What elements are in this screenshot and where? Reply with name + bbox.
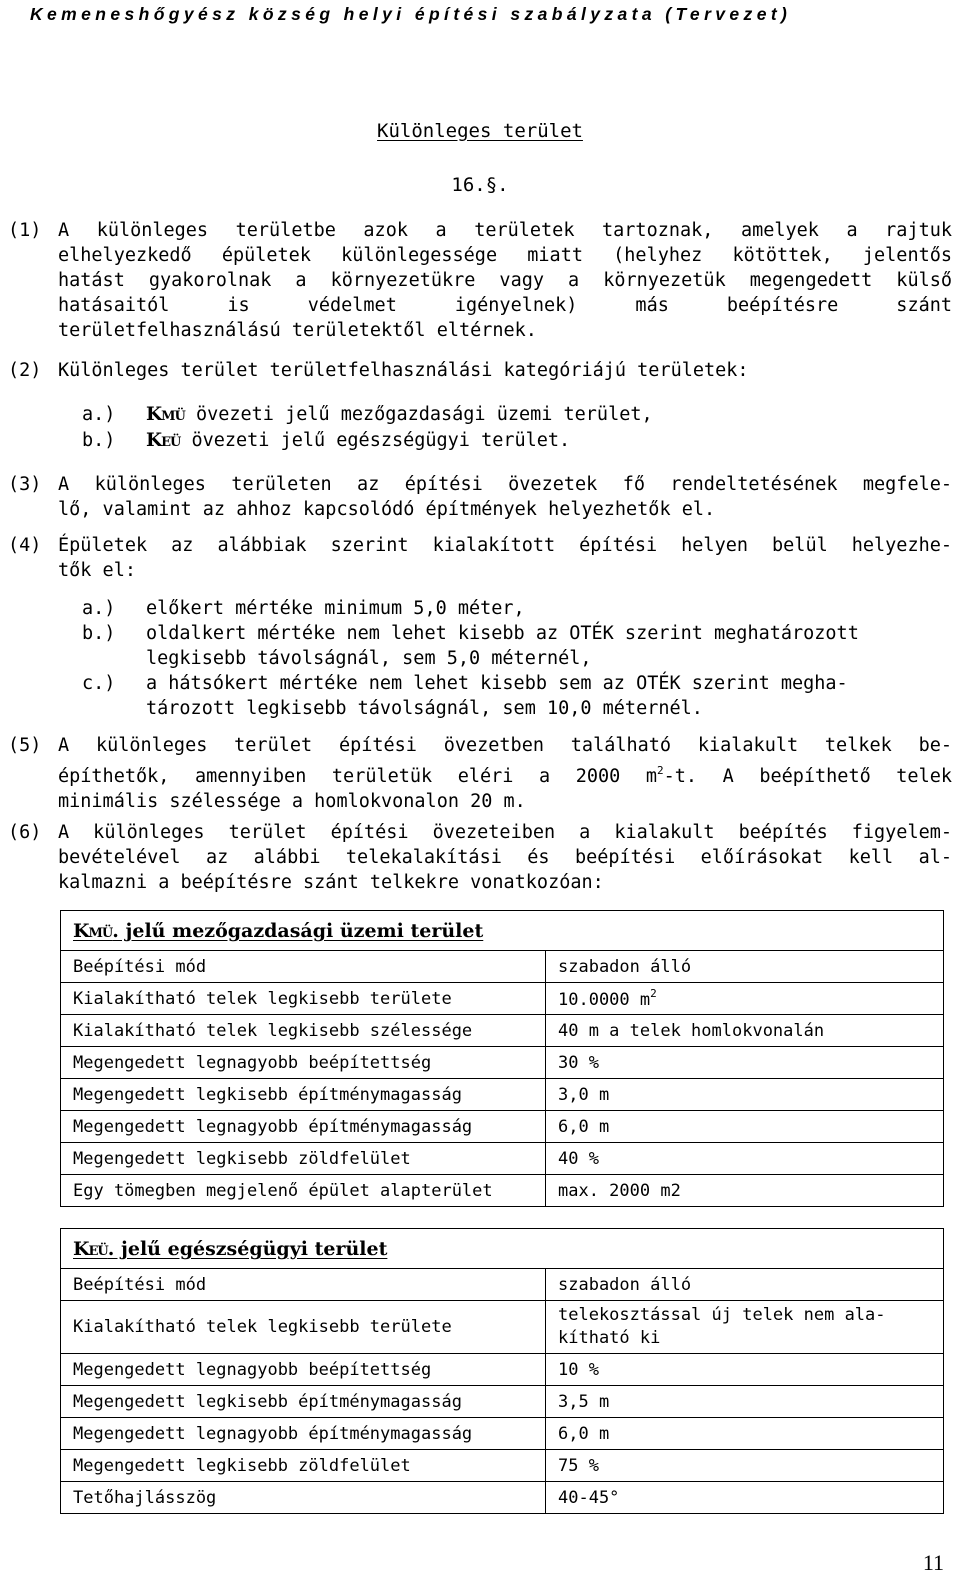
paragraph-5 [8, 733, 952, 814]
table-row [61, 951, 944, 983]
text-line: tők el: [58, 560, 136, 581]
table-cell: Beépítési mód [61, 951, 546, 983]
table-cell: 6,0 m [546, 1418, 944, 1450]
table-cell: Kialakítható telek legkisebb területe [61, 983, 546, 1015]
text-line: elhelyezkedő épületek különlegessége miatt (helyhez kötöttek, jelentős [58, 245, 952, 266]
table-cell: 40 m a telek homlokvonalán [546, 1015, 944, 1047]
zone-code: KMÜ [146, 404, 185, 425]
paragraph-1 [8, 218, 952, 343]
text-line: kalmazni a beépítésre szánt telkekre vonatkozóan: [58, 872, 604, 893]
table-cell: szabadon álló [546, 1269, 944, 1301]
table-cell: Megengedett legkisebb építménymagasság [61, 1386, 546, 1418]
table-cell: 10.0000 $m^2$ [546, 983, 944, 1015]
table-title: KEÜ. jelű egészségügyi terület [61, 1229, 944, 1269]
table-cell: 40-45° [546, 1482, 944, 1514]
paragraph-number: (1) [8, 220, 42, 241]
paragraph-2 [8, 358, 952, 383]
list-text: övezeti jelű mezőgazdasági üzemi terület, [184, 404, 653, 425]
list-text: övezeti jelű egészségügyi terület. [180, 430, 571, 451]
section-number: 16.§. [451, 174, 509, 196]
list-text: legkisebb távolságnál, sem 5,0 méternél, [146, 648, 592, 669]
paragraph-number: (2) [8, 360, 42, 381]
table-cell: 10 % [546, 1354, 944, 1386]
table-cell: 3,5 m [546, 1386, 944, 1418]
table-row [61, 1111, 944, 1143]
table-row [61, 1482, 944, 1514]
paragraph-number: (4) [8, 535, 42, 556]
table-header-row [61, 911, 944, 951]
table-row [61, 1354, 944, 1386]
text-line: lő, valamint az ahhoz kapcsolódó építmények helyezhetők el. [58, 499, 716, 520]
table-cell: Kialakítható telek legkisebb szélessége [61, 1015, 546, 1047]
list-item [82, 428, 952, 455]
table-cell: Beépítési mód [61, 1269, 546, 1301]
table-cell: Megengedett legkisebb zöldfelület [61, 1450, 546, 1482]
list-label: c.) [82, 673, 116, 694]
list-text: a hátsókert mértéke nem lehet kisebb sem az OTÉK szerint megha- [146, 673, 848, 694]
list-item [82, 596, 952, 621]
table-cell: Megengedett legnagyobb építménymagasság [61, 1111, 546, 1143]
text-line: Különleges terület területfelhasználási kategóriájú területek: [58, 360, 749, 381]
paragraph-4 [8, 533, 952, 583]
list-text: oldalkert mértéke nem lehet kisebb az OTÉK szerint meghatározott [146, 623, 859, 644]
table-row [61, 1175, 944, 1207]
table-cell: Tetőhajlásszög [61, 1482, 546, 1514]
text-line: területfelhasználású területektől eltérnek. [58, 320, 537, 341]
text-line: hatásaitól is védelmet igényelnek) más beépítésre szánt [58, 295, 952, 316]
table-cell: Megengedett legnagyobb építménymagasság [61, 1418, 546, 1450]
table-cell: Megengedett legkisebb zöldfelület [61, 1143, 546, 1175]
list-item [82, 621, 952, 671]
table-cell: Megengedett legnagyobb beépítettség [61, 1047, 546, 1079]
list-label: b.) [82, 430, 116, 451]
table-header-row [61, 1229, 944, 1269]
paragraph-number: (5) [8, 735, 42, 756]
text-line: Épületek az alábbiak szerint kialakított építési helyen belül helyezhe- [58, 535, 952, 556]
zone-code: KEÜ [146, 430, 181, 451]
table-cell: 6,0 m [546, 1111, 944, 1143]
table-row [61, 1047, 944, 1079]
paragraph-6 [8, 820, 952, 895]
text-line: A különleges terület építési övezeteiben a kialakult beépítés figyelem- [58, 822, 952, 843]
text-line: A különleges terület építési övezetben található kialakult telkek be- [58, 735, 952, 756]
section-title: Különleges terület [377, 120, 583, 142]
list-label: a.) [82, 404, 116, 425]
table-cell: Kialakítható telek legkisebb területe [61, 1301, 546, 1354]
table-row [61, 1143, 944, 1175]
table-row [61, 1450, 944, 1482]
paragraph-number: (3) [8, 474, 42, 495]
table-row [61, 1015, 944, 1047]
paragraph-3 [8, 472, 952, 522]
paragraph-number: (6) [8, 822, 42, 843]
table-title: KMÜ. jelű mezőgazdasági üzemi terület [61, 911, 944, 951]
table-cell: 40 % [546, 1143, 944, 1175]
table-row [61, 1269, 944, 1301]
text-line: minimális szélessége a homlokvonalon 20 m. [58, 791, 526, 812]
list-item [82, 671, 952, 721]
zone-table-keu [60, 1228, 944, 1514]
table-row [61, 983, 944, 1015]
list-label: a.) [82, 598, 116, 619]
text-line: A különleges területbe azok a területek tartoznak, amelyek a rajtuk [58, 220, 952, 241]
list-item [82, 402, 952, 429]
list-text: előkert mértéke minimum 5,0 méter, [146, 598, 525, 619]
table-cell: 3,0 m [546, 1079, 944, 1111]
table-cell: szabadon álló [546, 951, 944, 983]
table-cell: Megengedett legkisebb építménymagasság [61, 1079, 546, 1111]
running-header: Kemeneshőgyész község helyi építési szabályzata (Tervezet) [30, 4, 792, 24]
list-text: tározott legkisebb távolságnál, sem 10,0 méternél. [146, 698, 703, 719]
table-cell: max. 2000 m2 [546, 1175, 944, 1207]
table-cell: 75 % [546, 1450, 944, 1482]
list-label: b.) [82, 623, 116, 644]
table-row [61, 1079, 944, 1111]
text-line: bevételével az alábbi telekalakítási és beépítési előírásokat kell al- [58, 847, 952, 868]
text-line: A különleges területen az építési övezetek fő rendeltetésének megfele- [58, 474, 952, 495]
page-number: 11 [922, 1550, 944, 1575]
table-row [61, 1418, 944, 1450]
table-cell: telekosztással új telek nem ala- kítható ki [546, 1301, 944, 1354]
text-line: hatást gyakorolnak a környezetükre vagy a környezetük megengedett külső [58, 270, 952, 291]
table-row [61, 1301, 944, 1354]
text-line: építhetők, amennyiben területük eléri a 2000 $m^2-t$. A beépíthető telek [58, 764, 952, 787]
table-row [61, 1386, 944, 1418]
zone-table-kmu [60, 910, 944, 1207]
table-cell: 30 % [546, 1047, 944, 1079]
table-cell: Megengedett legnagyobb beépítettség [61, 1354, 546, 1386]
table-cell: Egy tömegben megjelenő épület alapterület [61, 1175, 546, 1207]
